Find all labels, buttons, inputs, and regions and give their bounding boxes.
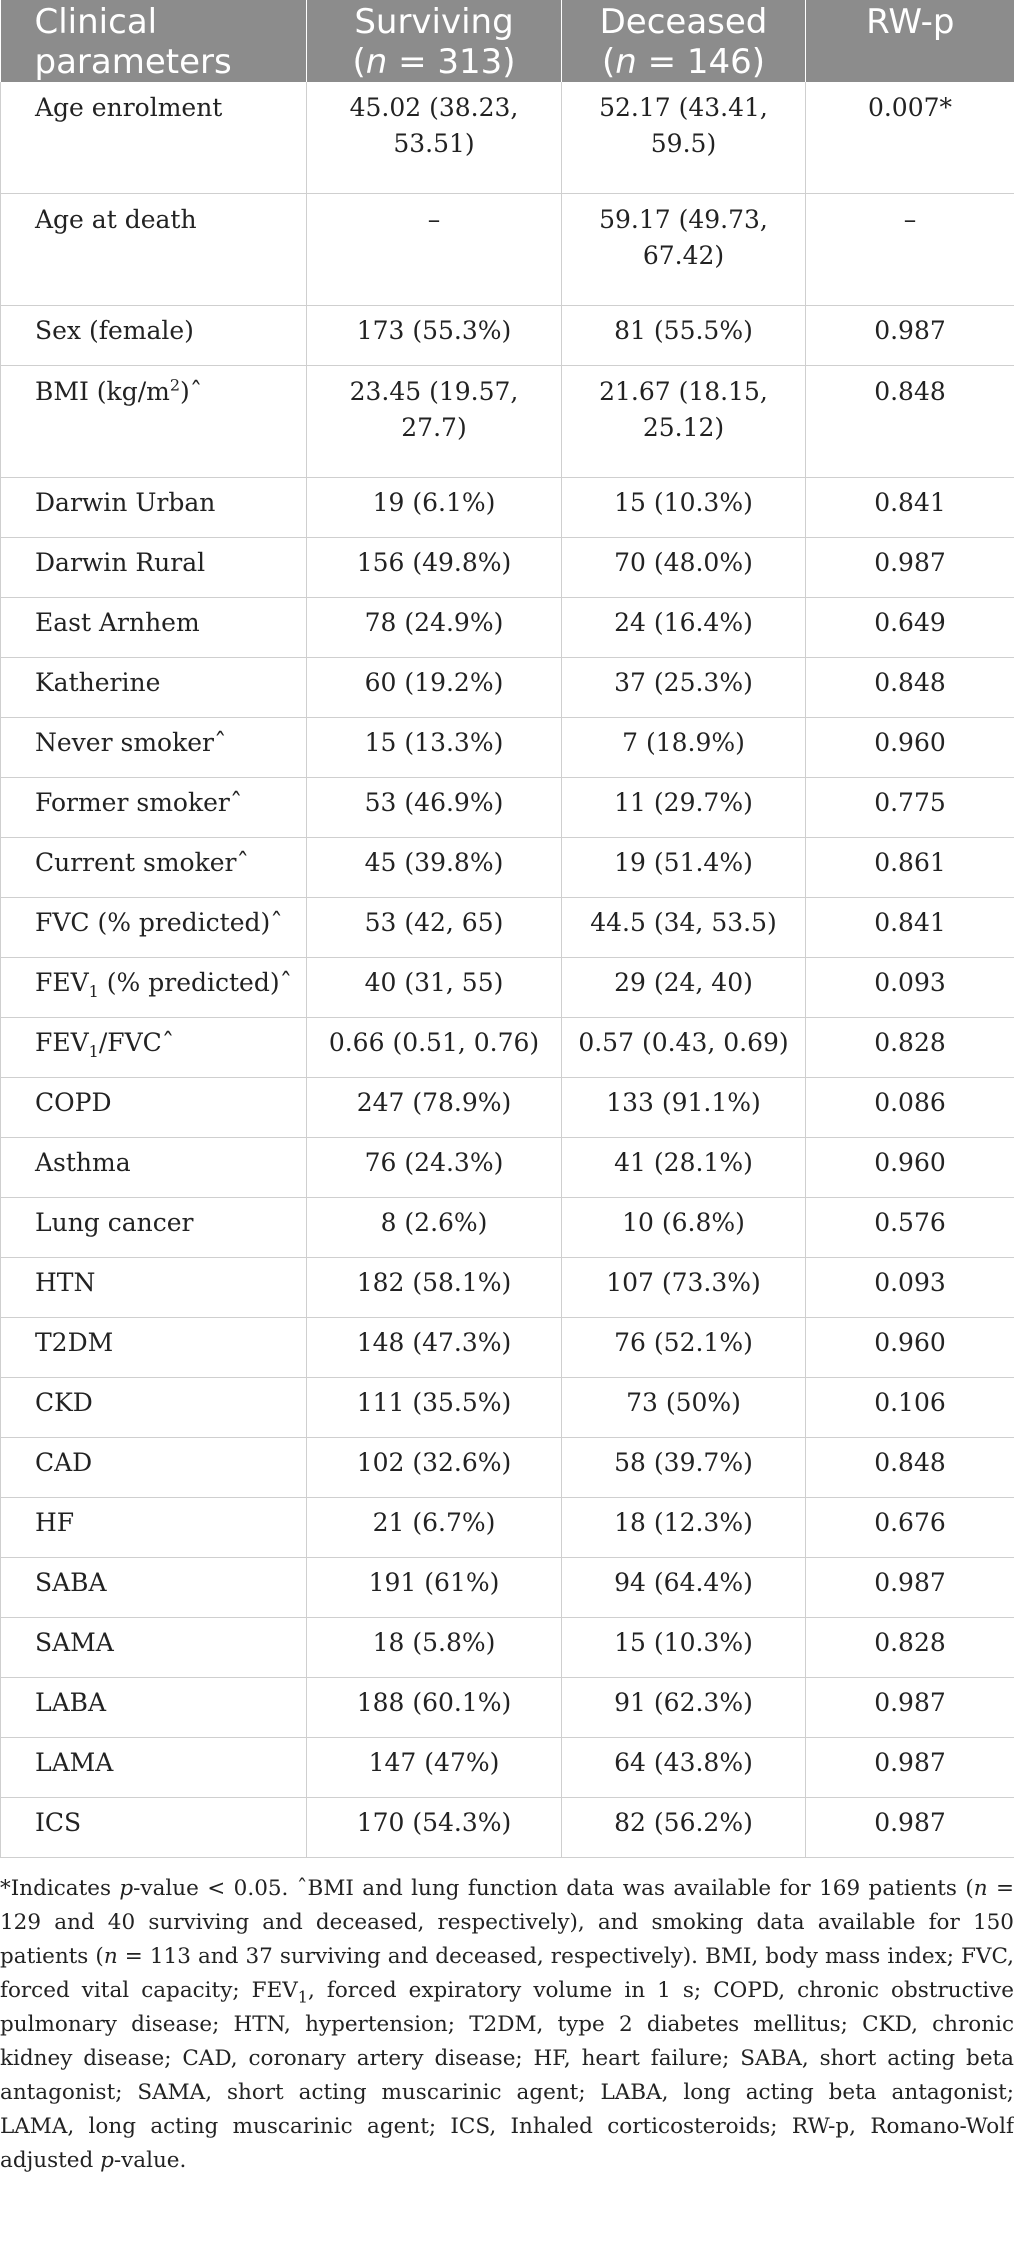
cell-clinical-parameter: Never smokerˆ [1,718,307,778]
cell-clinical-parameter: ICS [1,1798,307,1858]
table-row [1,1018,1014,1078]
header-col2-line1: Surviving [354,2,514,42]
cell-deceased: 73 (50%) [562,1378,806,1438]
footnote-fev-subscript: 1 [297,1987,308,2007]
table-row [1,1558,1014,1618]
cell-surviving: 0.66 (0.51, 0.76) [307,1018,562,1078]
table-row [1,1738,1014,1798]
cell-deceased: 29 (24, 40) [562,958,806,1018]
footnote-n-italic-1: n [973,1876,988,1901]
cell-clinical-parameter: FVC (% predicted)ˆ [1,898,307,958]
table-row [1,1678,1014,1738]
table-row [1,1498,1014,1558]
cell-surviving: 60 (19.2%) [307,658,562,718]
cell-rw-p: 0.841 [806,478,1014,538]
table-row [1,778,1014,838]
table-row [1,194,1014,306]
cell-surviving: 45 (39.8%) [307,838,562,898]
cell-clinical-parameter: East Arnhem [1,598,307,658]
cell-surviving: – [307,194,562,306]
cell-clinical-parameter: HTN [1,1258,307,1318]
header-deceased: Deceased (n = 146) [562,0,806,82]
footnote-part-3: = 129 and 40 surviving and deceased, respectively), and smoking data available for 150 patients ( [0,1876,1014,1969]
cell-surviving: 78 (24.9%) [307,598,562,658]
cell-rw-p: 0.987 [806,1678,1014,1738]
table-row [1,306,1014,366]
cell-rw-p: 0.848 [806,366,1014,478]
cell-surviving: 8 (2.6%) [307,1198,562,1258]
cell-surviving: 147 (47%) [307,1738,562,1798]
cell-rw-p: 0.987 [806,1798,1014,1858]
table-row [1,838,1014,898]
cell-deceased: 15 (10.3%) [562,478,806,538]
cell-clinical-parameter: LABA [1,1678,307,1738]
cell-surviving: 188 (60.1%) [307,1678,562,1738]
cell-rw-p: 0.106 [806,1378,1014,1438]
cell-deceased: 107 (73.3%) [562,1258,806,1318]
cell-surviving: 76 (24.3%) [307,1138,562,1198]
header-col4: RW-p [866,2,955,42]
header-col3-rest: = 146) [636,42,766,82]
table-row [1,1138,1014,1198]
table-row [1,1618,1014,1678]
header-rw-p [806,0,1014,82]
footnote-part-4: = 113 and 37 surviving and deceased, respectively). BMI, body mass index; FVC, forced vital capacity; FEV [0,1944,1014,2003]
cell-deceased: 52.17 (43.41, 59.5) [562,82,806,194]
cell-deceased: 19 (51.4%) [562,838,806,898]
table-row [1,366,1014,478]
footnote-p-italic-2: p [100,2148,114,2173]
cell-surviving: 173 (55.3%) [307,306,562,366]
cell-clinical-parameter: $FEV_1$/FVCˆ [1,1018,307,1078]
table-row [1,1258,1014,1318]
cell-surviving: 182 (58.1%) [307,1258,562,1318]
cell-surviving: 111 (35.5%) [307,1378,562,1438]
cell-deceased: 81 (55.5%) [562,306,806,366]
cell-clinical-parameter: Age enrolment [1,82,307,194]
cell-deceased: 21.67 (18.15, 25.12) [562,366,806,478]
table-row [1,658,1014,718]
cell-rw-p: 0.093 [806,958,1014,1018]
footnote-p-italic-1: p [119,1876,134,1901]
cell-deceased: 0.57 (0.43, 0.69) [562,1018,806,1078]
cell-surviving: 21 (6.7%) [307,1498,562,1558]
cell-clinical-parameter: Darwin Urban [1,478,307,538]
footnote-part-5: , forced expiratory volume in 1 s; COPD, chronic obstructive pulmonary disease; HTN, hypertension; T2DM, type 2 diabetes mellitus; CKD, chronic kidney disease; CAD, coronary artery disease; HF, heart failure; SABA, short acting beta antagonist; SAMA, short acting muscarinic agent; LABA, long acting beta antagonist; LAMA, long acting muscarinic agent; ICS, Inhaled corticosteroids; RW-p, Romano-Wolf adjusted [0,1978,1014,2173]
cell-clinical-parameter: Current smokerˆ [1,838,307,898]
cell-rw-p: 0.093 [806,1258,1014,1318]
cell-surviving: 156 (49.8%) [307,538,562,598]
table-row [1,1078,1014,1138]
cell-clinical-parameter: Age at death [1,194,307,306]
cell-deceased: 41 (28.1%) [562,1138,806,1198]
cell-deceased: 64 (43.8%) [562,1738,806,1798]
table-row [1,598,1014,658]
cell-clinical-parameter: Lung cancer [1,1198,307,1258]
cell-rw-p: 0.828 [806,1018,1014,1078]
table-row [1,538,1014,598]
cell-deceased: 24 (16.4%) [562,598,806,658]
cell-deceased: 59.17 (49.73, 67.42) [562,194,806,306]
table-row [1,718,1014,778]
cell-rw-p: 0.987 [806,1558,1014,1618]
footnote-part-6: -value. [113,2148,187,2173]
table-row [1,1198,1014,1258]
header-col2-rest: = 313) [387,42,516,82]
table-footnote [0,1872,1014,2178]
cell-surviving: 40 (31, 55) [307,958,562,1018]
cell-deceased: 76 (52.1%) [562,1318,806,1378]
header-surviving: Surviving (n = 313) [307,0,562,82]
cell-rw-p: 0.848 [806,1438,1014,1498]
cell-surviving: 148 (47.3%) [307,1318,562,1378]
cell-deceased: 7 (18.9%) [562,718,806,778]
cell-surviving: 18 (5.8%) [307,1618,562,1678]
cell-rw-p: 0.676 [806,1498,1014,1558]
footnote-n-italic-2: n [103,1944,118,1969]
cell-deceased: 11 (29.7%) [562,778,806,838]
cell-rw-p: – [806,194,1014,306]
cell-deceased: 82 (56.2%) [562,1798,806,1858]
cell-rw-p: 0.987 [806,538,1014,598]
header-col3-n: n [615,42,637,82]
cell-clinical-parameter: HF [1,1498,307,1558]
cell-deceased: 18 (12.3%) [562,1498,806,1558]
header-col1-line2: parameters [34,42,232,82]
cell-deceased: 94 (64.4%) [562,1558,806,1618]
header-col2-n: n [365,42,388,82]
cell-clinical-parameter: $FEV_1$ (% predicted)ˆ [1,958,307,1018]
table-row [1,1378,1014,1438]
cell-rw-p: 0.007* [806,82,1014,194]
cell-surviving: 247 (78.9%) [307,1078,562,1138]
cell-clinical-parameter: BMI $(kg/m^2)ˆ$ [1,366,307,478]
table-row [1,898,1014,958]
cell-clinical-parameter: SABA [1,1558,307,1618]
header-col1-line1: Clinical [34,2,158,42]
table-body [1,82,1014,1858]
cell-clinical-parameter: LAMA [1,1738,307,1798]
table-header [1,0,1014,82]
cell-rw-p: 0.848 [806,658,1014,718]
cell-deceased: 91 (62.3%) [562,1678,806,1738]
cell-deceased: 133 (91.1%) [562,1078,806,1138]
cell-rw-p: 0.649 [806,598,1014,658]
table-row [1,82,1014,194]
table-row [1,1798,1014,1858]
cell-clinical-parameter: COPD [1,1078,307,1138]
cell-surviving: 102 (32.6%) [307,1438,562,1498]
cell-deceased: 58 (39.7%) [562,1438,806,1498]
cell-rw-p: 0.960 [806,1138,1014,1198]
cell-deceased: 37 (25.3%) [562,658,806,718]
header-col3-line1: Deceased [599,2,768,42]
cell-deceased: 15 (10.3%) [562,1618,806,1678]
cell-surviving: 45.02 (38.23, 53.51) [307,82,562,194]
cell-rw-p: 0.576 [806,1198,1014,1258]
cell-surviving: 53 (46.9%) [307,778,562,838]
cell-deceased: 44.5 (34, 53.5) [562,898,806,958]
cell-clinical-parameter: Katherine [1,658,307,718]
cell-clinical-parameter: Former smokerˆ [1,778,307,838]
table-row [1,1318,1014,1378]
footnote-part-2: -value < 0.05. ˆBMI and lung function data was available for 169 patients ( [133,1876,974,1901]
cell-surviving: 53 (42, 65) [307,898,562,958]
cell-clinical-parameter: Asthma [1,1138,307,1198]
cell-clinical-parameter: Sex (female) [1,306,307,366]
table-row [1,1438,1014,1498]
cell-surviving: 19 (6.1%) [307,478,562,538]
cell-clinical-parameter: Darwin Rural [1,538,307,598]
cell-clinical-parameter: CKD [1,1378,307,1438]
cell-rw-p: 0.960 [806,1318,1014,1378]
cell-deceased: 10 (6.8%) [562,1198,806,1258]
cell-rw-p: 0.987 [806,306,1014,366]
cell-rw-p: 0.960 [806,718,1014,778]
cell-clinical-parameter: SAMA [1,1618,307,1678]
cell-rw-p: 0.828 [806,1618,1014,1678]
cell-surviving: 15 (13.3%) [307,718,562,778]
cell-deceased: 70 (48.0%) [562,538,806,598]
table-row [1,478,1014,538]
cell-rw-p: 0.841 [806,898,1014,958]
cell-rw-p: 0.861 [806,838,1014,898]
cell-rw-p: 0.775 [806,778,1014,838]
cell-surviving: 23.45 (19.57, 27.7) [307,366,562,478]
cell-rw-p: 0.987 [806,1738,1014,1798]
cell-surviving: 191 (61%) [307,1558,562,1618]
cell-surviving: 170 (54.3%) [307,1798,562,1858]
header-clinical-parameters [1,0,307,82]
cell-clinical-parameter: T2DM [1,1318,307,1378]
footnote-part-1: *Indicates [0,1876,120,1901]
table-row [1,958,1014,1018]
cell-clinical-parameter: CAD [1,1438,307,1498]
cell-rw-p: 0.086 [806,1078,1014,1138]
